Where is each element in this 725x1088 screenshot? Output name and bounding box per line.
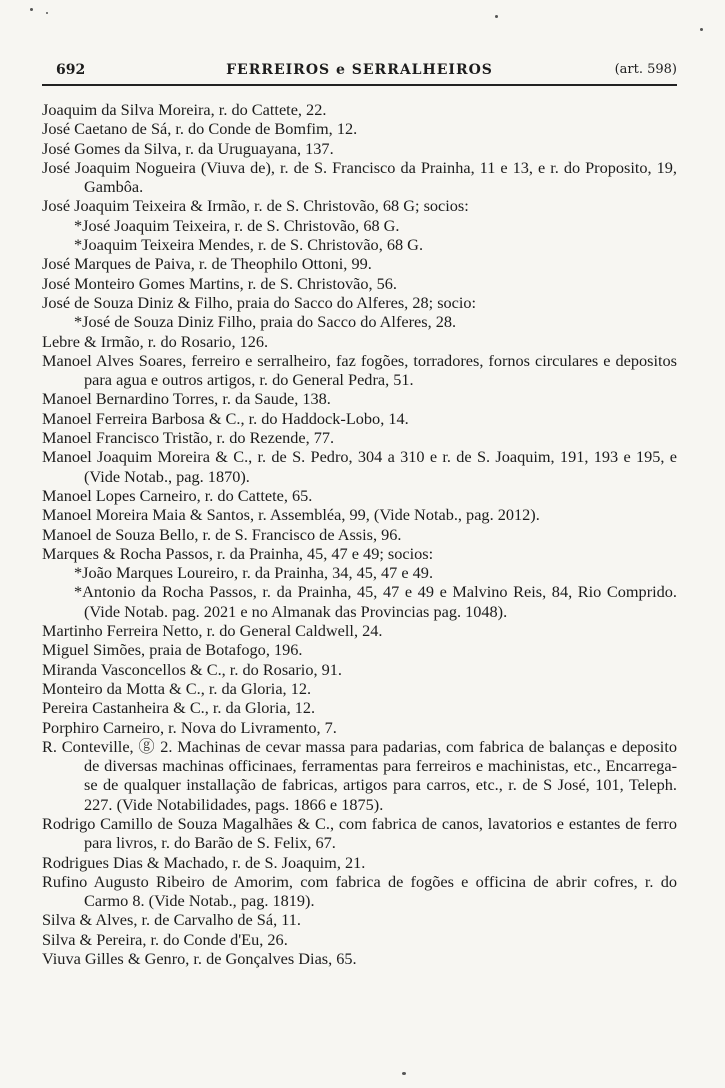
- article-reference: (art. 598): [614, 62, 677, 77]
- entry: Marques & Rocha Passos, r. da Prainha, 45, 47 e 49; socios:: [42, 543, 434, 563]
- print-speck: [700, 28, 703, 31]
- print-speck: [495, 15, 498, 18]
- entry: José Joaquim Nogueira (Viuva de), r. de S. Francisco da Prainha, 11 e 13, e r. do Proposito, 19, Gambôa.: [42, 157, 677, 197]
- entry: Manoel Alves Soares, ferreiro e serralheiro, faz fogões, torradores, fornos circulares e depositos para agua e outros artigos, r. do General Pedra, 51.: [42, 350, 677, 390]
- entry: Silva & Alves, r. de Carvalho de Sá, 11.: [42, 910, 301, 930]
- partner-entry: *José de Souza Diniz Filho, praia do Sacco do Alferes, 28.: [74, 312, 457, 332]
- entry: Rodrigo Camillo de Souza Magalhães & C., com fabrica de canos, lavatorios e estantes de ferro para livros, r. do Barão de S. Felix, 67.: [42, 813, 677, 853]
- entry: Silva & Pereira, r. do Conde d'Eu, 26.: [42, 929, 288, 949]
- entry: Manoel Lopes Carneiro, r. do Cattete, 65.: [42, 485, 313, 505]
- print-speck: [46, 12, 48, 14]
- entry: Manoel Ferreira Barbosa & C., r. do Haddock-Lobo, 14.: [42, 408, 409, 428]
- entry: Miranda Vasconcellos & C., r. do Rosario, 91.: [42, 659, 342, 679]
- entry: Manoel de Souza Bello, r. de S. Francisco de Assis, 96.: [42, 524, 402, 544]
- entry: Monteiro da Motta & C., r. da Gloria, 12.: [42, 678, 312, 698]
- entry: Pereira Castanheira & C., r. da Gloria, 12.: [42, 698, 316, 718]
- entry: Viuva Gilles & Genro, r. de Gonçalves Dias, 65.: [42, 949, 357, 969]
- section-title: FERREIROS e SERRALHEIROS: [226, 62, 493, 78]
- entry: José Joaquim Teixeira & Irmão, r. de S. Christovão, 68 G; socios:: [42, 196, 469, 216]
- entry: José Gomes da Silva, r. da Uruguayana, 137.: [42, 138, 334, 158]
- partner-entry: *Joaquim Teixeira Mendes, r. de S. Christovão, 68 G.: [74, 235, 424, 255]
- entry: José Caetano de Sá, r. do Conde de Bomfim, 12.: [42, 119, 358, 139]
- partner-entry: *Antonio da Rocha Passos, r. da Prainha, 45, 47 e 49 e Malvino Reis, 84, Rio Comprido. (Vide Notab. pag. 2021 e no Almanak das Provincias pag. 1048).: [74, 582, 677, 621]
- entry: Rodrigues Dias & Machado, r. de S. Joaquim, 21.: [42, 852, 366, 872]
- entry: Manoel Francisco Tristão, r. do Rezende, 77.: [42, 428, 335, 448]
- entry: Lebre & Irmão, r. do Rosario, 126.: [42, 331, 269, 351]
- entry: R. Conteville, ⓖ 2. Machinas de cevar massa para padarias, com fabrica de balanças e deposito de diversas machinas officinaes, ferramentas para ferreiros e machinistas, etc., Encarrega-se de qualquer installação de fabricas, artigos para carros, etc., r. de S José, 101, Teleph. 227. (Vide Notabilidades, pags. 1866 e 1875).: [42, 736, 677, 814]
- entry: Porphiro Carneiro, r. Nova do Livramento, 7.: [42, 717, 337, 737]
- page-number: 692: [56, 62, 86, 78]
- entry: Martinho Ferreira Netto, r. do General Caldwell, 24.: [42, 621, 383, 641]
- partner-entry: *João Marques Loureiro, r. da Prainha, 34, 45, 47 e 49.: [74, 563, 434, 583]
- entry: José Monteiro Gomes Martins, r. de S. Christovão, 56.: [42, 273, 397, 293]
- entry: Manoel Joaquim Moreira & C., r. de S. Pedro, 304 a 310 e r. de S. Joaquim, 191, 193 e 195, e (Vide Notab., pag. 1870).: [42, 447, 677, 486]
- entry: Joaquim da Silva Moreira, r. do Cattete, 22.: [42, 100, 327, 119]
- entry: Manoel Bernardino Torres, r. da Saude, 138.: [42, 389, 331, 409]
- entry: José de Souza Diniz & Filho, praia do Sacco do Alferes, 28; socio:: [42, 292, 477, 312]
- entry: Rufino Augusto Ribeiro de Amorim, com fabrica de fogões e officina de abrir cofres, r. do Carmo 8. (Vide Notab., pag. 1819).: [42, 871, 677, 911]
- page-header: [42, 60, 677, 86]
- partner-entry: *José Joaquim Teixeira, r. de S. Christovão, 68 G.: [74, 215, 400, 235]
- entry: Manoel Moreira Maia & Santos, r. Assembléa, 99, (Vide Notab., pag. 2012).: [42, 505, 540, 525]
- entry: Miguel Simões, praia de Botafogo, 196.: [42, 640, 303, 660]
- entry-list: [42, 100, 677, 968]
- entry: José Marques de Paiva, r. de Theophilo Ottoni, 99.: [42, 254, 372, 274]
- print-speck: [402, 1072, 406, 1075]
- print-speck: [30, 8, 33, 11]
